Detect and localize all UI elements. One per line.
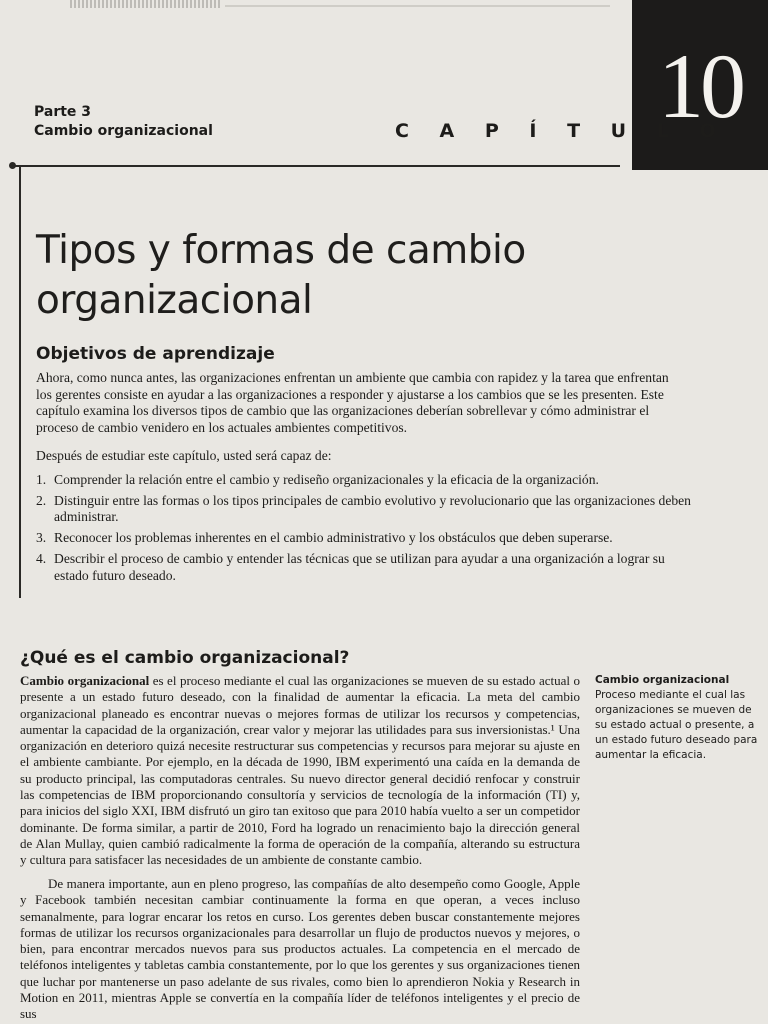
objectives-list [36,472,696,588]
side-rule [19,165,21,598]
scan-edge-line [225,5,610,7]
chapter-label: C A P Í T U L O [395,120,728,142]
section-heading: ¿Qué es el cambio organizacional? [20,648,350,668]
body-paragraph-2: De manera importante, aun en pleno progreso, las compañías de alto desempeño como Google, Apple y Facebook también necesitan cambiar continuamente la forma en que operan, a veces incluso semanalmente, para lograr encarar los retos en curso. Los gerentes deben buscar constantemente mejores formas de utilizar los recursos organizacionales para desarrollar un flujo de productos nuevos y mejores, o bien, para encontrar mercados nuevos para sus productos actuales. La competencia en el mercado de teléfonos inteligentes y tabletas cambia constantemente, por lo que los gerentes y sus organizaciones tienen que luchar por mantenerse un paso adelante de sus rivales, como bien lo aprendieron Nokia y Research in Motion en 2011, mientras Apple se convertía en la compañía líder de teléfonos inteligentes y el precio de sus [20,876,580,1022]
header-rule [10,165,620,167]
scan-edge-mark [70,0,220,8]
chapter-number: 10 [658,35,742,137]
chapter-title: Tipos y formas de cambio organizacional [36,228,526,323]
objective-item: 2. Distinguir entre las formas o los tipos principales de cambio evolutivo y revolucionario que las organizaciones deben administrar. [36,492,691,525]
objective-item: 1. Comprender la relación entre el cambio y rediseño organizacionales y la eficacia de la organización. [36,472,599,487]
objectives-lead: Después de estudiar este capítulo, usted será capaz de: [36,448,332,463]
lead-term: Cambio organizacional [20,673,150,688]
objective-item: 3. Reconocer los problemas inherentes en el cambio administrativo y los obstáculos que deben superarse. [36,530,613,546]
margin-term: Cambio organizacional [595,674,730,686]
objectives-heading: Objetivos de aprendizaje [36,344,275,364]
margin-definition: Proceso mediante el cual las organizaciones se mueven de su estado actual o presente, a un estado futuro deseado para aumentar la eficacia. [595,689,758,761]
chapter-number-box [632,0,768,170]
body-paragraph-1: Cambio organizacional es el proceso mediante el cual las organizaciones se mueven de su estado actual o presente a un estado futuro deseado, con la finalidad de aumentar la eficacia. La meta del cambio organizacional planeado es encontrar nuevas o mejores formas de utilizar los recursos y competencias, aumentar la capacidad de la organización, crear valor y mejorar las utilidades para sus inversionistas.¹ Una organización en deterioro quizá necesite restructurar sus competencias y recursos para mejorar su ajuste en el ambiente cambiante. Por ejemplo, en la década de 1990, IBM experimentó una caída en la demanda de su producto principal, las computadoras centrales. Su nuevo director general decidió renfocar y construir las competencias de IBM proporcionando consultoría y servicios de tecnología de la información (TI) y, para inicios del siglo XXI, IBM disfrutó un giro tan exitoso que para 2010 había vuelto a ser un competidor dominante. De forma similar, a partir de 2010, Ford ha logrado un renacimiento bajo la dirección general de Alan Mullay, quien cambió radicalmente la forma de operación de la compañía, alterando su estructura y cultura para satisfacer las necesidades de un ambiente de constante cambio. [20,673,580,868]
part-label: Parte 3 [34,104,92,120]
header-rule-dot [9,162,16,169]
objective-item: 4. Describir el proceso de cambio y entender las técnicas que se utilizan para ayudar a una organización a lograr su estado futuro deseado. [36,550,665,583]
objectives-intro: Ahora, como nunca antes, las organizaciones enfrentan un ambiente que cambia con rapidez y la tarea que enfrentan los gerentes consiste en ayudar a las organizaciones a responder y ajustarse a los cambios que se les presenten. Este capítulo examina los diversos tipos de cambio que las organizaciones deberían sobrellevar y cómo administrar el proceso de cambio venidero en los actuales ambientes competitivos. [36,370,669,436]
part-title: Cambio organizacional [34,123,213,139]
